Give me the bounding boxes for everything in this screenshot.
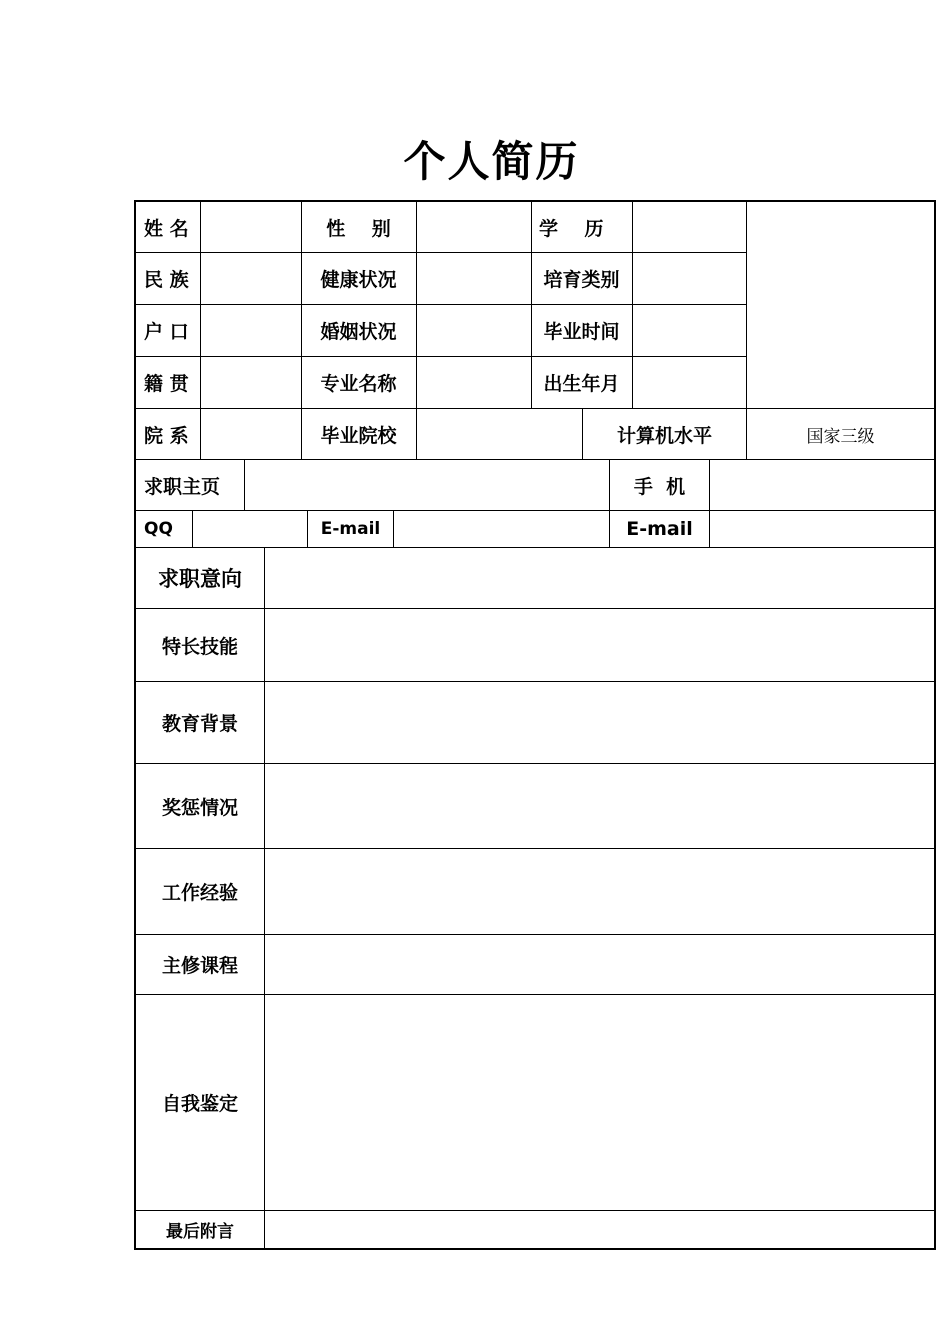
- value-computer-level[interactable]: 国家三级: [806, 426, 875, 447]
- label-qq: QQ: [144, 519, 173, 539]
- field-qq[interactable]: [193, 511, 307, 547]
- label-ethnicity: 民 族: [144, 269, 189, 291]
- field-work-experience[interactable]: [265, 849, 934, 934]
- field-ethnicity[interactable]: [201, 253, 301, 304]
- field-birth[interactable]: [633, 357, 746, 408]
- section-label-courses: 主修课程: [161, 955, 238, 977]
- field-gender[interactable]: [417, 202, 531, 252]
- field-education[interactable]: [633, 202, 746, 252]
- section-label-work-experience: 工作经验: [161, 882, 238, 904]
- label-hukou: 户 口: [144, 321, 189, 343]
- label-education: 学 历: [539, 217, 604, 240]
- resume-table: [134, 200, 936, 1250]
- label-name: 姓 名: [144, 217, 189, 240]
- field-email-1[interactable]: [394, 511, 609, 547]
- field-self-evaluation[interactable]: [265, 995, 934, 1210]
- section-label-skills: 特长技能: [161, 635, 238, 658]
- field-department[interactable]: [201, 409, 301, 459]
- field-homepage[interactable]: [245, 460, 609, 510]
- field-name[interactable]: [201, 202, 301, 252]
- page-title: 个人简历: [403, 137, 580, 186]
- field-marital[interactable]: [417, 305, 531, 356]
- label-major: 专业名称: [320, 373, 397, 395]
- field-hukou[interactable]: [201, 305, 301, 356]
- field-mobile[interactable]: [710, 460, 934, 510]
- label-mobile: 手 机: [633, 475, 686, 498]
- photo-area[interactable]: [747, 202, 934, 408]
- label-marital: 婚姻状况: [320, 321, 397, 343]
- field-job-intention[interactable]: [265, 548, 934, 608]
- label-homepage: 求职主页: [144, 475, 221, 498]
- label-department: 院 系: [144, 424, 189, 447]
- label-computer-level: 计算机水平: [616, 424, 712, 447]
- section-label-self-evaluation: 自我鉴定: [161, 1093, 238, 1115]
- field-training[interactable]: [633, 253, 746, 304]
- field-education-background[interactable]: [265, 682, 934, 763]
- section-label-awards: 奖惩情况: [161, 796, 238, 819]
- label-native: 籍 贯: [144, 373, 189, 395]
- field-school[interactable]: [417, 409, 582, 459]
- label-graduation: 毕业时间: [543, 321, 620, 343]
- label-training: 培育类别: [543, 269, 620, 291]
- field-health[interactable]: [417, 253, 531, 304]
- field-email-2[interactable]: [710, 511, 934, 547]
- field-skills[interactable]: [265, 609, 934, 681]
- label-email-2: E-mail: [626, 518, 693, 540]
- field-courses[interactable]: [265, 935, 934, 994]
- field-graduation[interactable]: [633, 305, 746, 356]
- label-health: 健康状况: [320, 269, 397, 291]
- label-school: 毕业院校: [320, 424, 397, 447]
- section-label-job-intention: 求职意向: [158, 567, 242, 591]
- section-label-education-background: 教育背景: [161, 713, 238, 735]
- label-email-1: E-mail: [320, 519, 381, 539]
- field-postscript[interactable]: [265, 1211, 934, 1248]
- field-major[interactable]: [417, 357, 531, 408]
- section-label-postscript: 最后附言: [166, 1222, 234, 1242]
- label-gender: 性 别: [326, 217, 391, 240]
- label-birth: 出生年月: [543, 373, 620, 395]
- field-awards[interactable]: [265, 764, 934, 848]
- field-native[interactable]: [201, 357, 301, 408]
